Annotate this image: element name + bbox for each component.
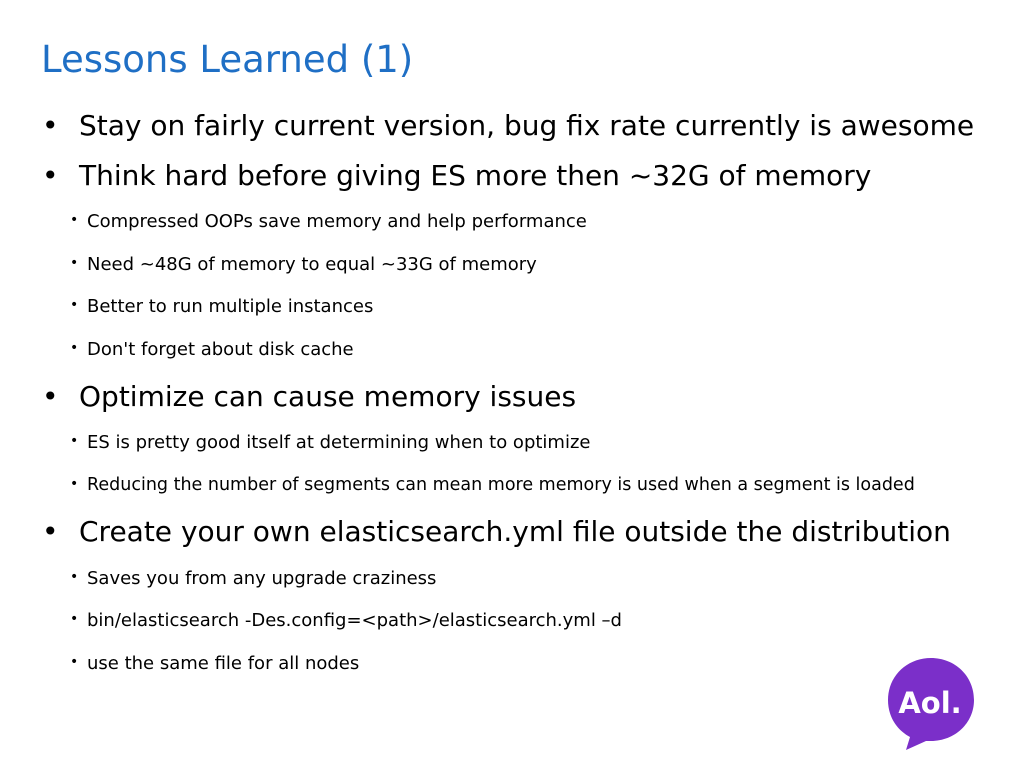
sub-bullet-text: bin/elasticsearch -Des.config=<path>/elasticsearch.yml –d bbox=[87, 610, 622, 631]
bullet-text: Optimize can cause memory issues bbox=[79, 380, 577, 413]
bullet-icon: • bbox=[42, 109, 59, 142]
sub-bullet-icon: • bbox=[70, 255, 79, 271]
bullet-text: Think hard before giving ES more then ~32G of memory bbox=[79, 159, 872, 192]
sub-bullet-text: use the same file for all nodes bbox=[87, 653, 360, 674]
slide-title: Lessons Learned (1) bbox=[41, 38, 414, 81]
sub-bullet-text: Compressed OOPs save memory and help performance bbox=[87, 211, 587, 232]
bullet-icon: • bbox=[42, 515, 59, 548]
sub-bullet-icon: • bbox=[70, 340, 79, 356]
sub-bullet-icon: • bbox=[70, 654, 79, 670]
sub-bullet-text: Saves you from any upgrade craziness bbox=[87, 568, 437, 589]
bullet-icon: • bbox=[42, 159, 59, 192]
sub-bullet-icon: • bbox=[70, 212, 79, 228]
logo-text: Aol. bbox=[898, 686, 962, 720]
sub-bullet-text: Don't forget about disk cache bbox=[87, 339, 354, 360]
sub-bullet-icon: • bbox=[70, 611, 79, 627]
bullet-icon: • bbox=[42, 380, 59, 413]
bullet-text: Create your own elasticsearch.yml file outside the distribution bbox=[79, 515, 951, 548]
sub-bullet-icon: • bbox=[70, 569, 79, 585]
sub-bullet-text: ES is pretty good itself at determining when to optimize bbox=[87, 432, 591, 453]
sub-bullet-icon: • bbox=[70, 297, 79, 313]
sub-bullet-text: Reducing the number of segments can mean more memory is used when a segment is loaded bbox=[87, 475, 915, 495]
sub-bullet-text: Need ~48G of memory to equal ~33G of memory bbox=[87, 254, 537, 275]
aol-logo-icon bbox=[884, 655, 978, 751]
bullet-text: Stay on fairly current version, bug fix rate currently is awesome bbox=[79, 109, 975, 142]
sub-bullet-icon: • bbox=[70, 476, 79, 492]
sub-bullet-text: Better to run multiple instances bbox=[87, 296, 374, 317]
sub-bullet-icon: • bbox=[70, 433, 79, 449]
